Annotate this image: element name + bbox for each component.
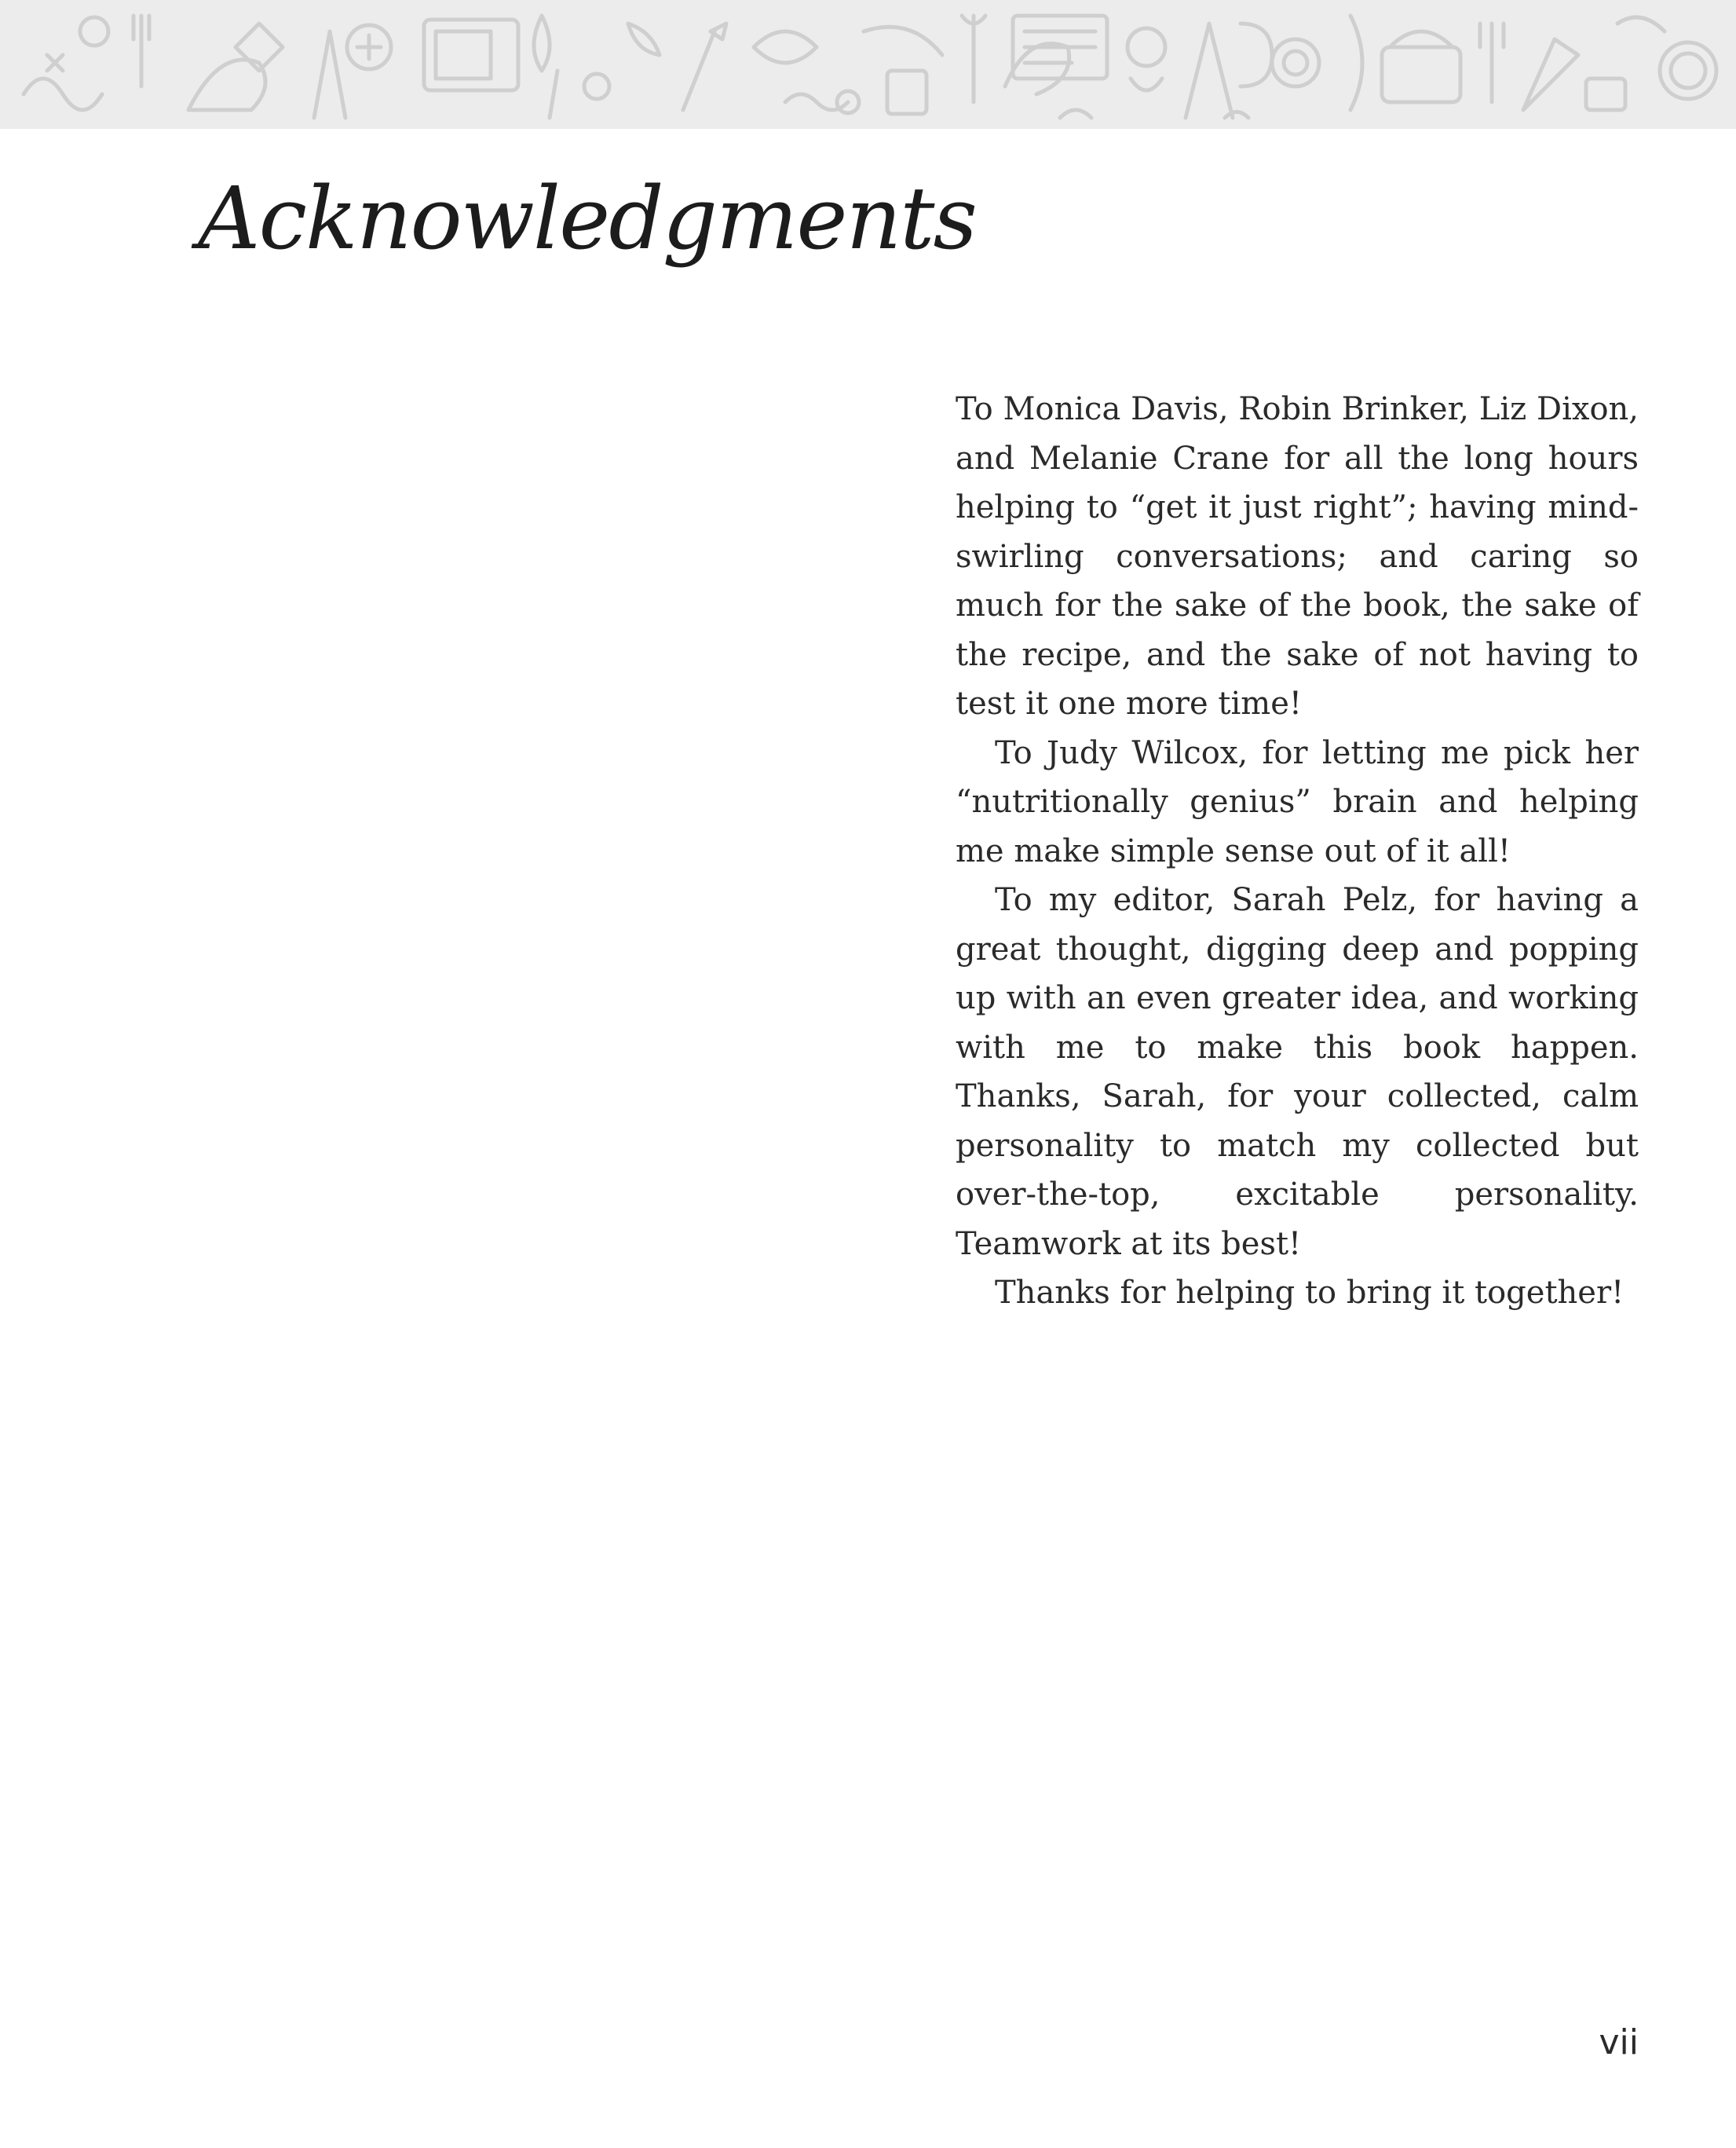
paragraph: To Judy Wilcox, for letting me pick her “nutritionally genius” brain and helping me make simple sense out of it all!: [956, 734, 1639, 869]
paragraph: Thanks for helping to bring it together!: [995, 1275, 1625, 1311]
decorative-banner: [0, 0, 1736, 129]
page-title: Acknowledgments: [198, 168, 976, 269]
acknowledgments-body: [956, 385, 1639, 1318]
paragraph: To Monica Davis, Robin Brinker, Liz Dixon, and Melanie Crane for all the long hours helping to “get it just right”; having mind-swirling conversations; and caring so much for the sake of the book, the sake of the recipe, and the sake of not having to test it one more time!: [956, 391, 1639, 722]
page-number: vii: [1599, 2022, 1639, 2062]
paragraph: To my editor, Sarah Pelz, for having a great thought, digging deep and popping up with an even greater idea, and working with me to make this book happen. Thanks, Sarah, for your collected, calm personality to match my collected but over-the-top, excitable personality. Teamwork at its best!: [956, 882, 1639, 1262]
kitchen-utensils-pattern-icon: [0, 0, 1736, 129]
